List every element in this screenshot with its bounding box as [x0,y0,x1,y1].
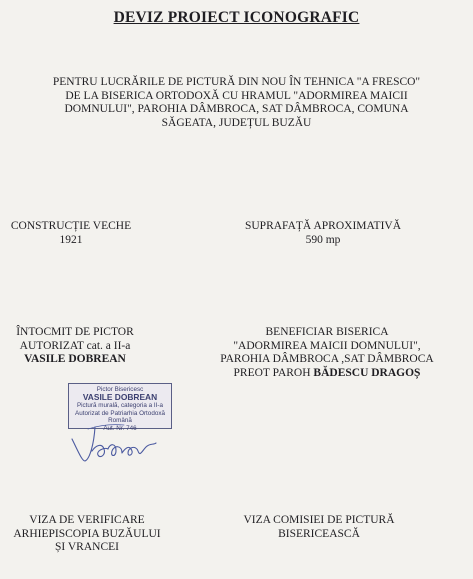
stamp-line-4: Autorizat de Patriarhia Ortodoxă Română [75,409,165,425]
commission-line-2: BISERICEASCĂ [278,527,360,540]
verification-line-3: ȘI VRANCEI [54,541,119,553]
intro-line: SĂGEATA, JUDEȚUL BUZĂU [161,116,312,129]
commission-line-1: VIZA COMISIEI DE PICTURĂ [243,514,395,526]
author-name: VASILE DOBREAN [24,353,126,365]
beneficiary-line-2: "ADORMIREA MAICII DOMNULUI", [233,339,421,352]
priest-name: BĂDESCU DRAGOȘ [313,366,421,379]
construction-label: CONSTRUCȚIE VECHE [10,220,132,232]
verification-line-2: ARHIEPISCOPIA BUZĂULUI [13,527,161,540]
beneficiary-line-3: PAROHIA DÂMBROCA ,SAT DÂMBROCA [220,353,434,365]
beneficiary-block [196,326,458,380]
intro-paragraph [20,76,453,130]
area-block [212,220,434,247]
construction-block [0,220,142,247]
verification-line-1: VIZA DE VERIFICARE [29,514,145,526]
area-value: 590 mp [305,233,341,246]
stamp-line-3: Pictură murală, categoria a II-a [76,402,164,410]
stamp-line-5: Aut. Nr. 746 [103,424,137,432]
construction-year: 1921 [59,233,83,246]
handwritten-signature [70,421,160,463]
beneficiary-line-1: BENEFICIAR BISERICA [265,326,389,338]
author-block [0,326,150,367]
intro-line: DE LA BISERICA ORTODOXĂ CU HRAMUL "ADORMIREA MAICII [65,89,408,102]
area-label: SUPRAFAȚĂ APROXIMATIVĂ [244,220,402,232]
verification-block [0,514,174,555]
stamp-line-1: Pictor Bisericesc [96,386,144,393]
priest-prefix: PREOT PAROH [233,366,314,379]
document-title: DEVIZ PROIECT ICONOGRAFIC [113,9,360,26]
author-line-2: AUTORIZAT cat. a II-a [19,339,131,352]
intro-line: DOMNULUI", PAROHIA DÂMBROCA, SAT DÂMBROCA, COMUNA [64,103,409,115]
stamp-name: VASILE DOBREAN [82,392,158,403]
priest-line [196,367,458,381]
author-line-1: ÎNTOCMIT DE PICTOR [16,326,134,338]
commission-block [216,514,422,541]
intro-line: PENTRU LUCRĂRILE DE PICTURĂ DIN NOU ÎN TEHNICA "A FRESCO" [52,76,421,88]
